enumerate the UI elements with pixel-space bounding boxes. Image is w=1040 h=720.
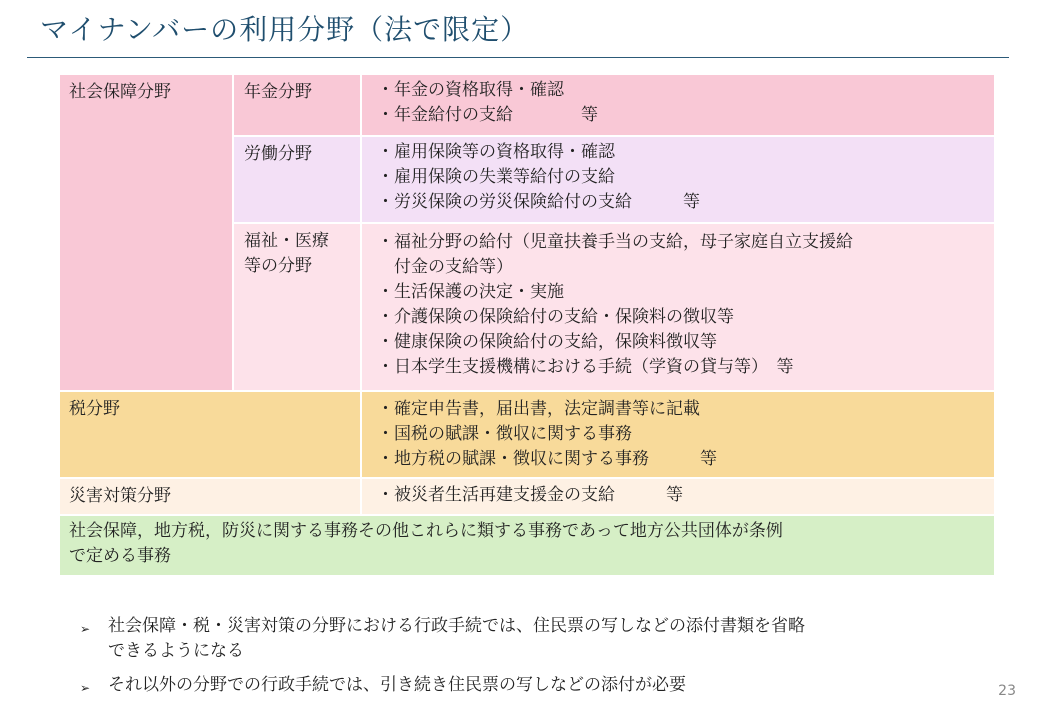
note-item: [80, 614, 805, 664]
labor-item: ・労災保険の労災保険給付の支給 等: [377, 192, 700, 212]
tax-label-cell: [60, 392, 360, 477]
welfare-label: 等の分野: [244, 256, 312, 276]
tax-items-cell: [362, 392, 994, 477]
welfare-item: ・福祉分野の給付（児童扶養手当の支給，母子家庭自立支援給: [377, 232, 853, 252]
social-security-label-cell: [60, 75, 232, 390]
disaster-items-cell: [362, 479, 994, 514]
local-government-text: 社会保障，地方税，防災に関する事務その他これらに類する事務であって地方公共団体が条例: [69, 521, 783, 541]
welfare-item: ・生活保護の決定・実施: [377, 282, 564, 302]
tax-item: ・国税の賦課・徴収に関する事務: [377, 424, 632, 444]
welfare-items-cell: [362, 224, 994, 390]
arrow-bullet-icon: ➢: [80, 681, 91, 695]
note-text: できるようになる: [108, 641, 244, 661]
disaster-label: 災害対策分野: [69, 486, 171, 506]
slide-title: マイナンバーの利用分野（法で限定）: [40, 13, 530, 46]
pension-items-cell: [362, 75, 994, 135]
note-item: [80, 673, 686, 698]
labor-items-cell: [362, 137, 994, 222]
arrow-bullet-icon: ➢: [80, 622, 91, 636]
labor-item: ・雇用保険の失業等給付の支給: [377, 167, 615, 187]
note-text: 社会保障・税・災害対策の分野における行政手続では、住民票の写しなどの添付書類を省略: [108, 616, 805, 636]
disaster-label-cell: [60, 479, 360, 514]
welfare-label-cell: [234, 224, 360, 390]
pension-label: 年金分野: [244, 82, 312, 102]
page-number: 23: [998, 683, 1016, 699]
welfare-item: ・日本学生支援機構における手続（学資の貸与等） 等: [377, 357, 794, 377]
welfare-item: 付金の支給等）: [394, 257, 513, 277]
labor-item: ・雇用保険等の資格取得・確認: [377, 142, 615, 162]
pension-item: ・年金の資格取得・確認: [377, 80, 564, 100]
welfare-item: ・介護保険の保険給付の支給・保険料の徴収等: [377, 307, 734, 327]
tax-item: ・確定申告書，届出書，法定調書等に記載: [377, 399, 700, 419]
title-underline: [27, 57, 1009, 58]
local-government-cell: [60, 516, 994, 575]
social-security-label: 社会保障分野: [69, 82, 171, 102]
pension-label-cell: [234, 75, 360, 135]
welfare-item: ・健康保険の保険給付の支給，保険料徴収等: [377, 332, 717, 352]
welfare-label: 福祉・医療: [244, 231, 329, 251]
tax-label: 税分野: [69, 399, 120, 419]
labor-label-cell: [234, 137, 360, 222]
note-text: それ以外の分野での行政手続では、引き続き住民票の写しなどの添付が必要: [108, 675, 686, 695]
local-government-text: で定める事務: [69, 546, 171, 566]
tax-item: ・地方税の賦課・徴収に関する事務 等: [377, 449, 717, 469]
labor-label: 労働分野: [244, 144, 312, 164]
pension-item: ・年金給付の支給 等: [377, 105, 598, 125]
disaster-item: ・被災者生活再建支援金の支給 等: [377, 485, 683, 505]
